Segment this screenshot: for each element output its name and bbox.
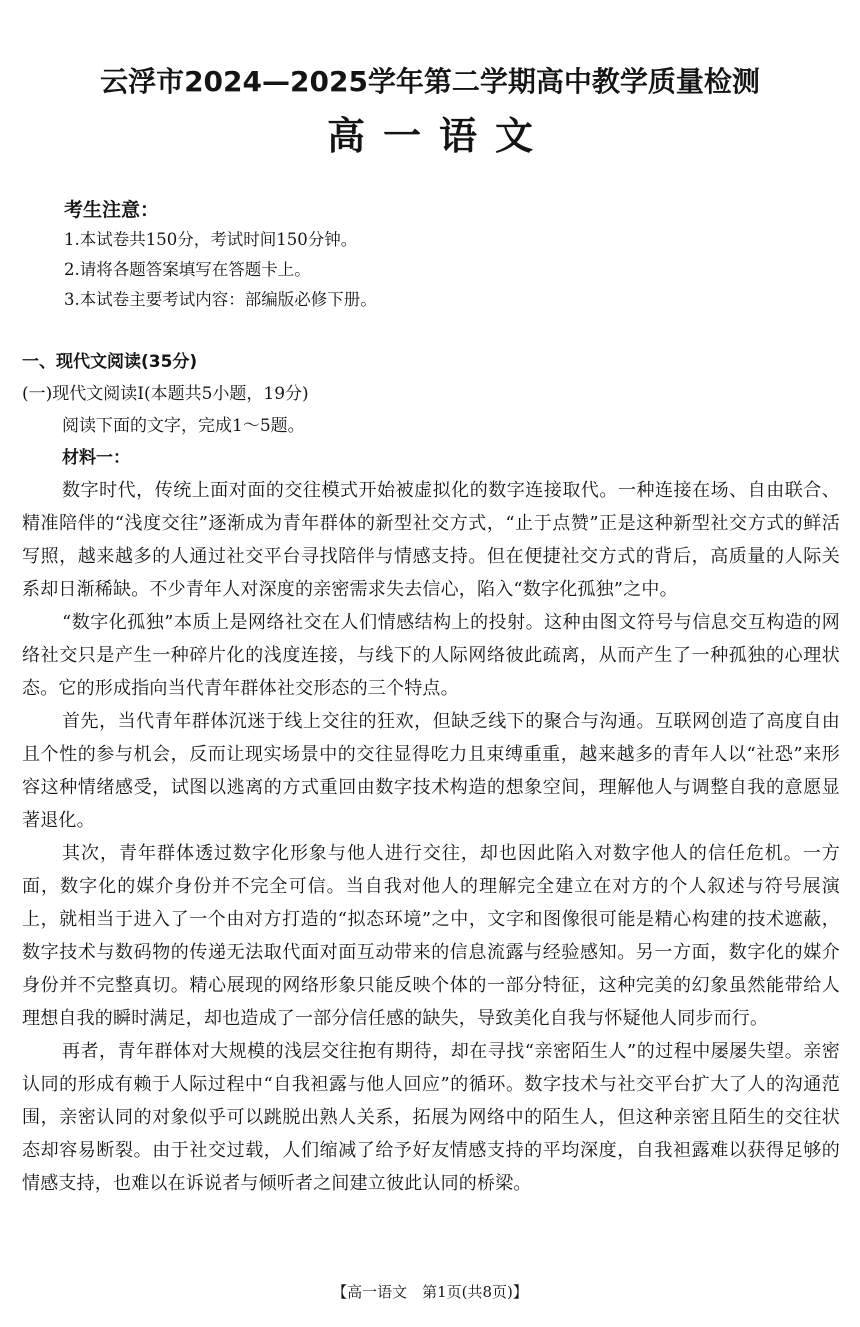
passage-paragraph: “数字化孤独”本质上是网络社交在人们情感结构上的投射。这种由图文符号与信息交互构造的网络社交只是产生一种碎片化的浅度连接，与线下的人际网络彼此疏离，从而产生了一种孤独的心理状态。它的形成指向当代青年群体社交形态的三个特点。 [22,612,840,699]
subsection-title: (一)现代文阅读Ⅰ(本题共5小题，19分) [22,384,309,404]
page-footer: 【高一语文 第1页(共8页)】 [332,1283,528,1301]
reading-instruction: 阅读下面的文字，完成1～5题。 [62,416,305,436]
candidate-notice [64,195,764,315]
passage-paragraph: 其次，青年群体透过数字化形象与他人进行交往，却也因此陷入对数字他人的信任危机。一方面，数字化的媒介身份并不完全可信。当自我对他人的理解完全建立在对方的个人叙述与符号展演上，就相当于进入了一个由对方打造的“拟态环境”之中，文字和图像很可能是精心构建的技术遮蔽，数字技术与数码物的传递无法取代面对面互动带来的信息流露与经验感知。另一方面，数字化的媒介身份并不完整真切。精心展现的网络形象只能反映个体的一部分特征，这种完美的幻象虽然能带给人理想自我的瞬时满足，却也造成了一部分信任感的缺失，导致美化自我与怀疑他人同步而行。 [22,843,840,1029]
reading-section [22,346,840,1200]
passage-paragraph: 数字时代，传统上面对面的交往模式开始被虚拟化的数字连接取代。一种连接在场、自由联合、精准陪伴的“浅度交往”逐渐成为青年群体的新型社交方式，“止于点赞”正是这种新型社交方式的鲜活写照，越来越多的人通过社交平台寻找陪伴与情感支持。但在便捷社交方式的背后，高质量的人际关系却日渐稀缺。不少青年人对深度的亲密需求失去信心，陷入“数字化孤独”之中。 [22,480,840,600]
material-label: 材料一： [62,448,130,468]
notice-heading: 考生注意： [64,199,160,221]
exam-title: 云浮市2024—2025学年第二学期高中教学质量检测 [100,65,760,98]
notice-item: 2.请将各题答案填写在答题卡上。 [64,260,311,279]
notice-item: 1.本试卷共150分，考试时间150分钟。 [64,230,358,249]
passage-paragraph: 再者，青年群体对大规模的浅层交往抱有期待，却在寻找“亲密陌生人”的过程中屡屡失望。亲密认同的形成有赖于人际过程中“自我袒露与他人回应”的循环。数字技术与社交平台扩大了人的沟通范围，亲密认同的对象似乎可以跳脱出熟人关系，拓展为网络中的陌生人，但这种亲密且陌生的交往状态却容易断裂。由于社交过载，人们缩减了给予好友情感支持的平均深度，自我袒露难以获得足够的情感支持，也难以在诉说者与倾听者之间建立彼此认同的桥梁。 [22,1041,840,1194]
section-title: 一、现代文阅读(35分) [22,352,198,372]
subject-title: 高一语文 [326,114,551,158]
passage-paragraph: 首先，当代青年群体沉迷于线上交往的狂欢，但缺乏线下的聚合与沟通。互联网创造了高度自由且个性的参与机会，反而让现实场景中的交往显得吃力且束缚重重，越来越多的青年人以“社恐”来形容这种情绪感受，试图以逃离的方式重回由数字技术构造的想象空间，理解他人与调整自我的意愿显著退化。 [22,711,840,831]
notice-item: 3.本试卷主要考试内容：部编版必修下册。 [64,290,377,309]
